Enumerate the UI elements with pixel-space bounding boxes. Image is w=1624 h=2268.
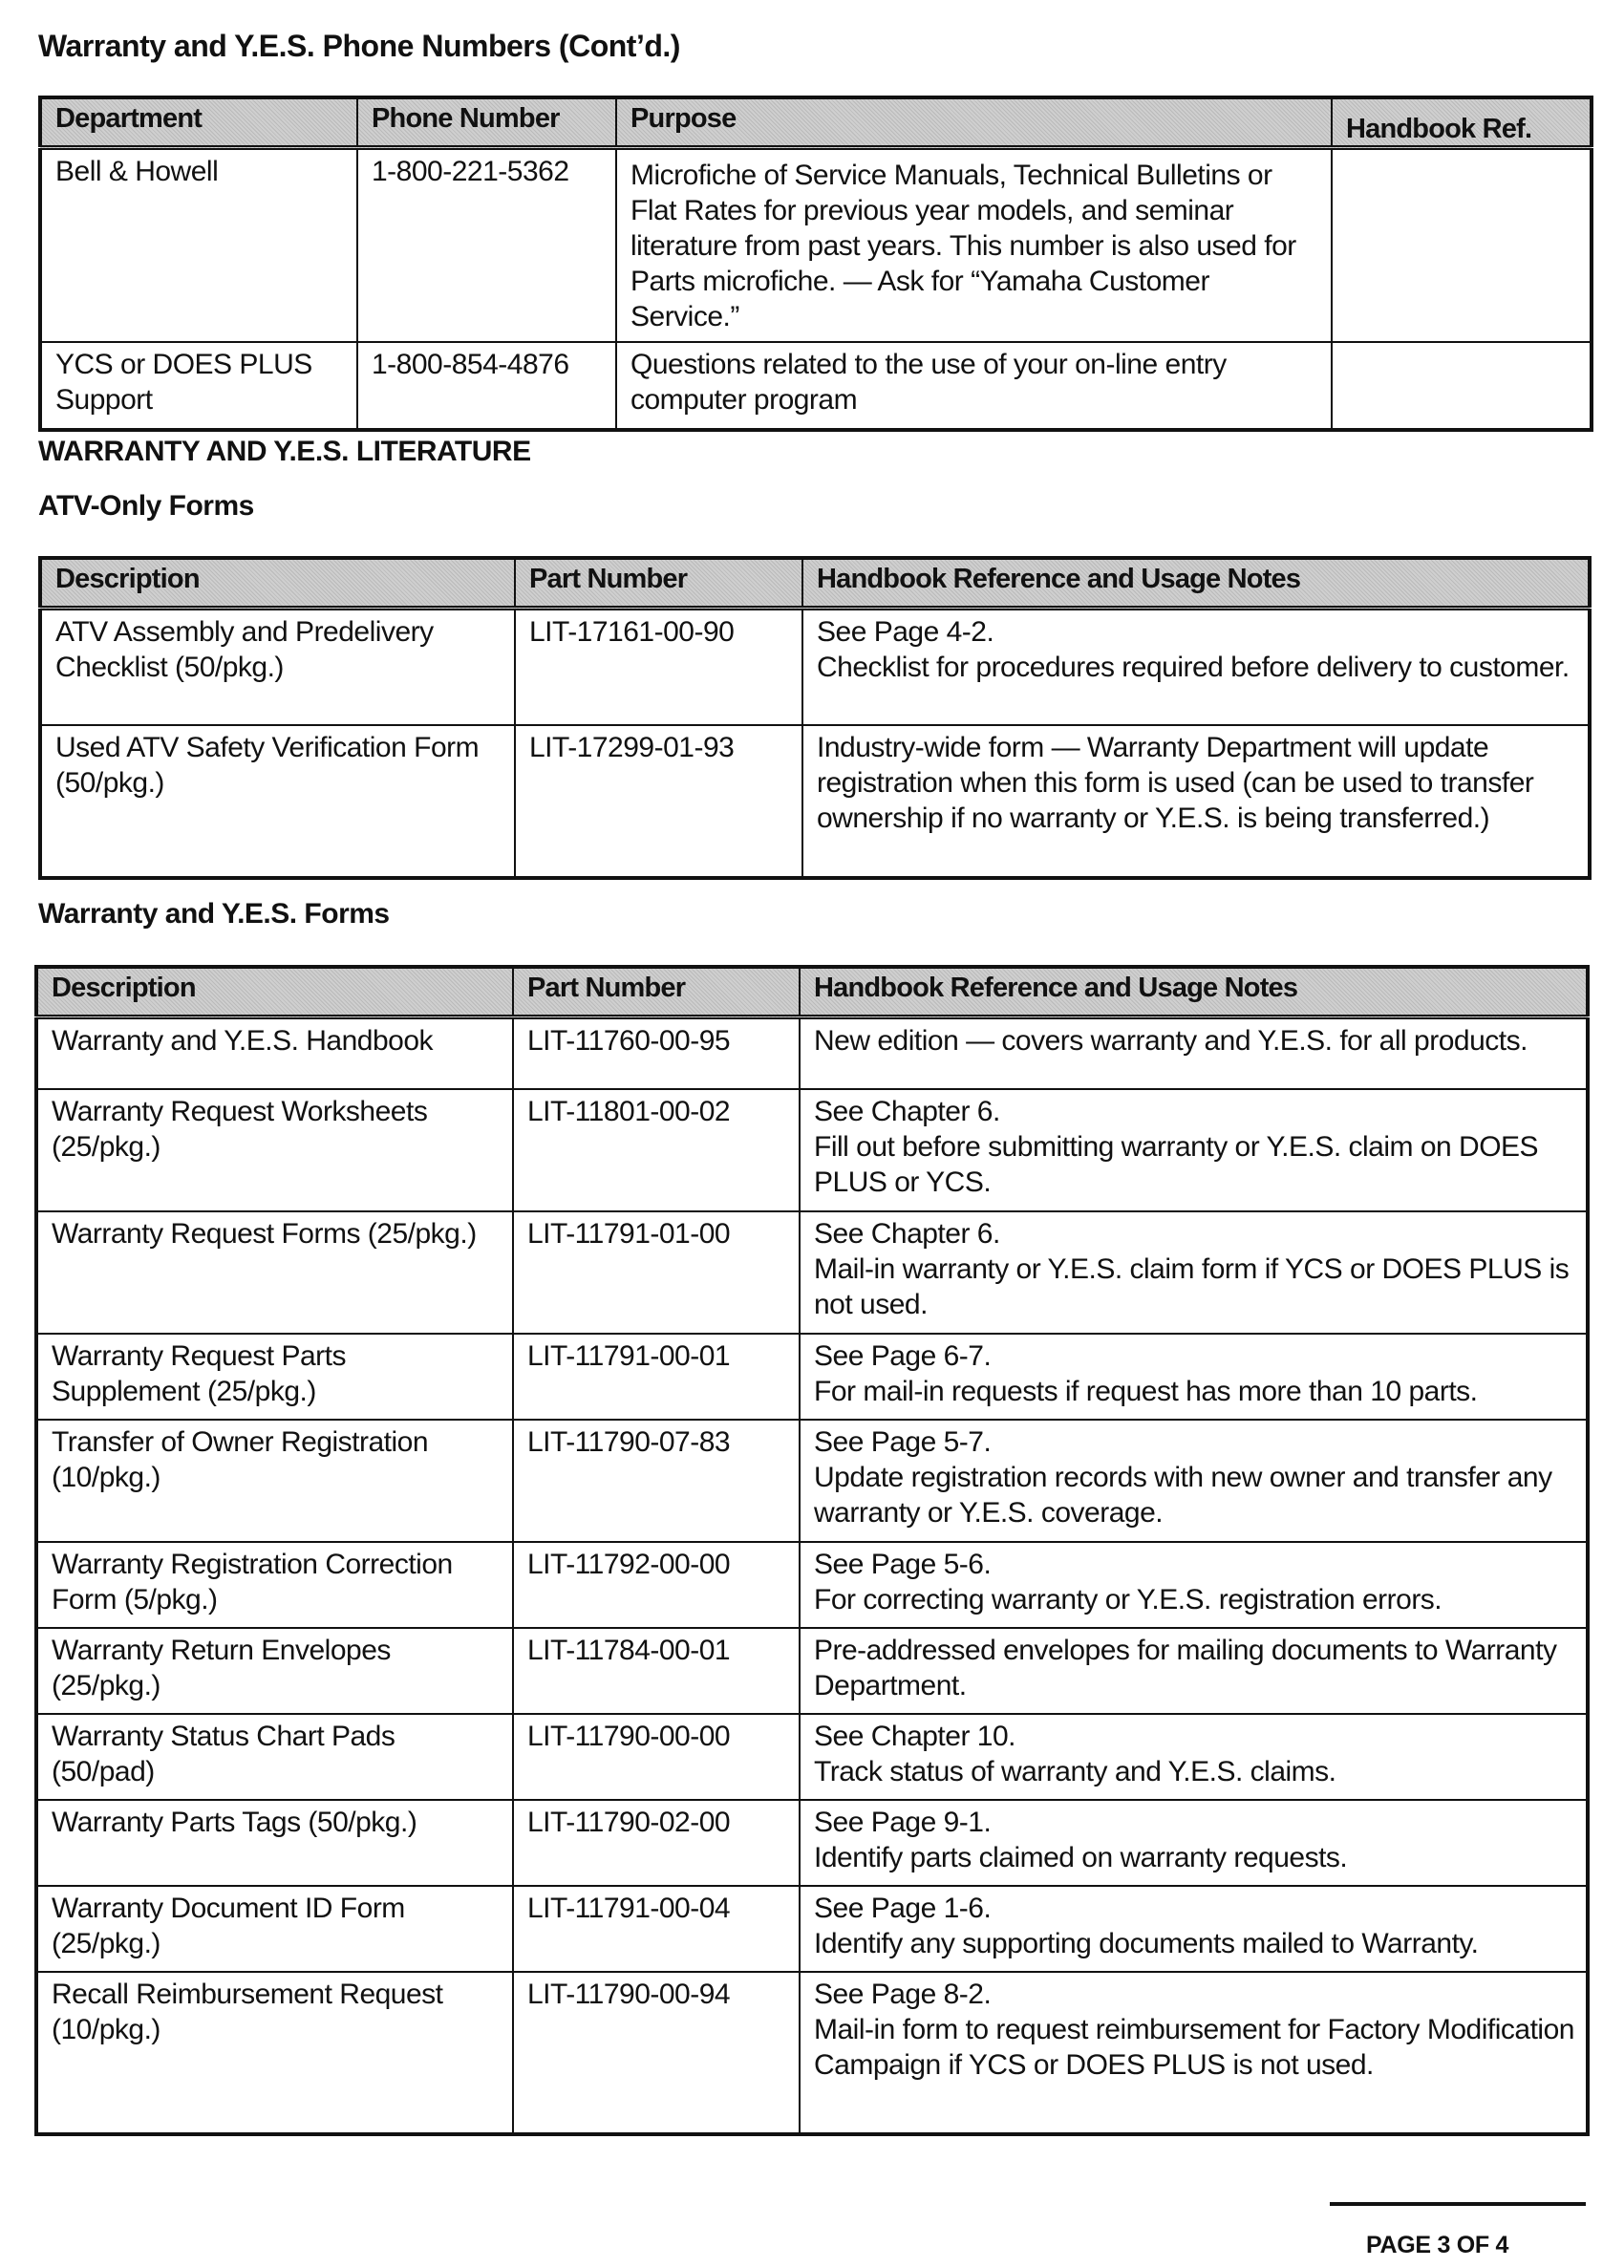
usage-notes-cell [800,1972,1588,2134]
column-header-purpose: Purpose [616,97,1332,148]
table-header-row [40,97,1592,148]
table-row [36,1211,1588,1334]
warranty-forms-table [34,965,1590,2136]
table-row [36,1420,1588,1542]
warranty-forms-body [36,1017,1588,2134]
usage-notes-cell [800,1542,1588,1628]
usage-note: Track status of warranty and Y.E.S. claims. [814,1755,1336,1787]
usage-note: New edition — covers warranty and Y.E.S. for all products. [814,1025,1528,1057]
column-header-usage-notes: Handbook Reference and Usage Notes [800,967,1588,1017]
description-cell: Warranty Registration Correction Form (5/pkg.) [36,1542,513,1628]
part-number-cell: LIT-17299-01-93 [515,725,802,878]
table-row [36,1800,1588,1886]
purpose-cell: Microfiche of Service Manuals, Technical Bulletins or Flat Rates for previous year models, and seminar literature from past years. This number is also used for Parts microfiche. — Ask for “Yamaha Customer Service.” [616,148,1332,342]
column-header-phone-number: Phone Number [357,97,616,148]
table-row [36,1886,1588,1972]
usage-notes-cell [802,609,1590,725]
description-cell: Used ATV Safety Verification Form (50/pkg.) [40,725,515,878]
part-number-cell: LIT-11791-00-04 [513,1886,800,1972]
part-number-cell: LIT-11784-00-01 [513,1628,800,1714]
part-number-cell: LIT-11790-07-83 [513,1420,800,1542]
part-number-cell: LIT-11791-00-01 [513,1334,800,1420]
description-cell: Warranty Parts Tags (50/pkg.) [36,1800,513,1886]
usage-notes-cell [800,1089,1588,1211]
table-row [36,1334,1588,1420]
handbook-reference: See Page 9-1. [814,1806,992,1838]
handbook-reference: See Page 6-7. [814,1339,992,1372]
usage-notes-cell [800,1017,1588,1089]
description-cell: Transfer of Owner Registration (10/pkg.) [36,1420,513,1542]
atv-forms-table [38,556,1592,880]
usage-notes-cell [800,1886,1588,1972]
handbook-reference: See Chapter 6. [814,1217,1000,1250]
table-row [36,1714,1588,1800]
table-row [36,1542,1588,1628]
usage-note: Fill out before submitting warranty or Y.E.S. claim on DOES PLUS or YCS. [814,1130,1539,1198]
usage-note: For correcting warranty or Y.E.S. registration errors. [814,1583,1442,1615]
usage-note: Identify any supporting documents mailed to Warranty. [814,1927,1479,1959]
description-cell: Recall Reimbursement Request (10/pkg.) [36,1972,513,2134]
usage-notes-cell [800,1800,1588,1886]
handbook-reference: See Chapter 10. [814,1720,1015,1752]
part-number-cell: LIT-11790-02-00 [513,1800,800,1886]
footer-divider [1330,2202,1586,2206]
description-cell: Warranty and Y.E.S. Handbook [36,1017,513,1089]
literature-section-heading: WARRANTY AND Y.E.S. LITERATURE [38,436,531,467]
description-cell: Warranty Request Forms (25/pkg.) [36,1211,513,1334]
usage-notes-cell [800,1420,1588,1542]
table-row [36,1017,1588,1089]
department-cell: Bell & Howell [40,148,357,342]
description-cell: Warranty Return Envelopes (25/pkg.) [36,1628,513,1714]
table-row [40,609,1590,725]
description-cell: Warranty Request Parts Supplement (25/pkg.) [36,1334,513,1420]
handbook-reference: See Page 4-2. [817,616,994,648]
part-number-cell: LIT-11801-00-02 [513,1089,800,1211]
department-cell: YCS or DOES PLUS Support [40,342,357,430]
usage-notes-cell [800,1211,1588,1334]
usage-notes-cell [800,1714,1588,1800]
part-number-cell: LIT-11791-01-00 [513,1211,800,1334]
phone-number-cell: 1-800-854-4876 [357,342,616,430]
handbook-reference: See Page 5-6. [814,1548,992,1580]
column-header-handbook-ref: Handbook Ref. [1332,97,1592,148]
warranty-forms-heading: Warranty and Y.E.S. Forms [38,898,390,930]
table-header-row [40,558,1590,609]
table-row [40,342,1592,430]
part-number-cell: LIT-17161-00-90 [515,609,802,725]
usage-notes-cell [802,725,1590,878]
column-header-description: Description [36,967,513,1017]
usage-note: Checklist for procedures required before delivery to customer. [817,652,1570,683]
table-row [36,1972,1588,2134]
usage-note: Mail-in warranty or Y.E.S. claim form if YCS or DOES PLUS is not used. [814,1252,1570,1320]
column-header-usage-notes: Handbook Reference and Usage Notes [802,558,1590,609]
description-cell: Warranty Document ID Form (25/pkg.) [36,1886,513,1972]
usage-note: Identify parts claimed on warranty requests. [814,1841,1348,1873]
usage-note: Industry-wide form — Warranty Department will update registration when this form is used (can be used to transfer ownership if no warranty or Y.E.S. is being transferred.) [817,731,1534,834]
usage-note: For mail-in requests if request has more than 10 parts. [814,1375,1478,1407]
handbook-ref-cell [1332,342,1592,430]
table-header-row [36,967,1588,1017]
atv-forms-heading: ATV-Only Forms [38,490,254,522]
phone-number-cell: 1-800-221-5362 [357,148,616,342]
usage-notes-cell [800,1334,1588,1420]
handbook-reference: See Page 8-2. [814,1978,992,2010]
handbook-reference: See Chapter 6. [814,1095,1000,1127]
description-cell: ATV Assembly and Predelivery Checklist (50/pkg.) [40,609,515,725]
part-number-cell: LIT-11792-00-00 [513,1542,800,1628]
handbook-ref-cell [1332,148,1592,342]
table-row [40,725,1590,878]
table-row [40,148,1592,342]
column-header-part-number: Part Number [513,967,800,1017]
phone-numbers-table [38,96,1593,432]
table-row [36,1628,1588,1714]
usage-note: Pre-addressed envelopes for mailing documents to Warranty Department. [814,1634,1557,1701]
part-number-cell: LIT-11790-00-94 [513,1972,800,2134]
handbook-reference: See Page 1-6. [814,1892,992,1924]
description-cell: Warranty Request Worksheets (25/pkg.) [36,1089,513,1211]
page-number: PAGE 3 OF 4 [1366,2232,1509,2258]
table-row [36,1089,1588,1211]
usage-note: Mail-in form to request reimbursement for Factory Modification Campaign if YCS or DOES PLUS is not used. [814,2013,1574,2081]
purpose-cell: Questions related to the use of your on-line entry computer program [616,342,1332,430]
handbook-reference: See Page 5-7. [814,1425,992,1458]
column-header-department: Department [40,97,357,148]
column-header-description: Description [40,558,515,609]
usage-note: Update registration records with new owner and transfer any warranty or Y.E.S. coverage. [814,1461,1552,1529]
part-number-cell: LIT-11790-00-00 [513,1714,800,1800]
usage-notes-cell [800,1628,1588,1714]
column-header-part-number: Part Number [515,558,802,609]
description-cell: Warranty Status Chart Pads (50/pad) [36,1714,513,1800]
part-number-cell: LIT-11760-00-95 [513,1017,800,1089]
page-title: Warranty and Y.E.S. Phone Numbers (Cont’d.) [38,29,680,63]
